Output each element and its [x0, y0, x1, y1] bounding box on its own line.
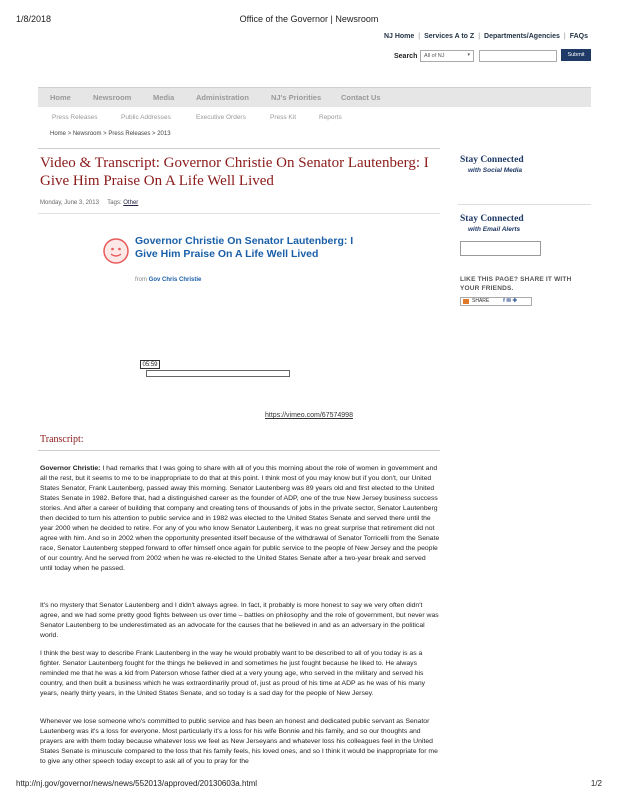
chevron-down-icon: ▾: [467, 52, 470, 58]
video-from: [135, 277, 201, 283]
video-duration: 05:59: [140, 360, 160, 369]
vimeo-link[interactable]: https://vimeo.com/67574998: [265, 412, 353, 419]
subnav-public-addresses[interactable]: Public Addresses: [121, 114, 171, 121]
print-page-number: 1/2: [590, 779, 602, 788]
top-link-services[interactable]: Services A to Z: [424, 33, 475, 40]
social-icons: f ✉ ✚: [503, 298, 518, 304]
nav-contact-us[interactable]: Contact Us: [341, 93, 381, 102]
print-page-title: Office of the Governor | Newsroom: [239, 14, 379, 24]
nav-media[interactable]: Media: [153, 93, 175, 102]
tag-link[interactable]: Other: [123, 200, 139, 206]
transcript-heading: Transcript:: [40, 434, 84, 445]
video-channel-link[interactable]: Gov Chris Christie: [148, 277, 202, 283]
email-subheading: with Email Alerts: [468, 226, 521, 233]
divider: [458, 204, 591, 205]
transcript-paragraph-3: I think the best way to describe Frank Lautenberg in the way he would probably want to be described to all of you today is as a fighter. Senator Lautenberg fought for the things he believed in and sometimes he just fought because he liked to. He always reminded me that he was a kid from Paterson whose father died at a very young age, who served in the military and served his country, and then built a business which he was extraordinarily proud of, just as proud of his time at ADP as he was of his many years, nearly thirty years, in the United States Senate, and so today is a sad day for the people of New Jersey.: [40, 650, 426, 698]
social-subheading: with Social Media: [468, 167, 523, 174]
print-url: http://nj.gov/governor/news/news/552013/approved/20130603a.html: [16, 779, 258, 788]
video-from-label: from: [135, 277, 147, 283]
nav-priorities[interactable]: NJ's Priorities: [271, 93, 322, 102]
search-scope-select[interactable]: [420, 50, 474, 62]
search-label: Search: [394, 53, 418, 60]
subnav-press-kit[interactable]: Press Kit: [270, 114, 297, 121]
search-submit-button[interactable]: Submit: [561, 49, 591, 61]
nav-administration[interactable]: Administration: [196, 93, 249, 102]
nav-home[interactable]: Home: [50, 93, 71, 102]
divider: [38, 148, 440, 149]
top-link-departments[interactable]: Departments/Agencies: [484, 33, 560, 40]
subnav-executive-orders[interactable]: Executive Orders: [196, 114, 246, 121]
top-link-nj-home[interactable]: NJ Home: [383, 33, 415, 40]
breadcrumb[interactable]: Home > Newsroom > Press Releases > 2013: [50, 131, 171, 137]
video-progress-bar[interactable]: [146, 370, 290, 377]
channel-avatar-icon: [103, 238, 129, 264]
divider: [38, 450, 440, 451]
article-title: Video & Transcript: Governor Christie On Senator Lautenberg: I Give Him Praise On A Life Well Lived: [40, 155, 429, 189]
like-share-text: LIKE THIS PAGE? SHARE IT WITH YOUR FRIENDS.: [460, 276, 572, 292]
transcript-paragraph-1: [40, 464, 440, 575]
top-links: NJ Home | Services A to Z | Departments/Agencies | FAQs: [383, 33, 588, 40]
search-input[interactable]: [479, 50, 557, 62]
email-heading: Stay Connected: [460, 214, 524, 224]
email-alert-input[interactable]: [460, 241, 541, 256]
top-link-faqs[interactable]: FAQs: [569, 33, 588, 40]
transcript-text-1: I had remarks that I was going to share with all of you this morning about the role of women in government and all the rest, but it seems to me to be inappropriate to do that at this point. I think most of you may know but if you don't, our United States Senator, Frank Lautenberg, passed away this morning. Senator Lautenberg was 89 years old and first elected to the United States Senate in 1982. Before that, had a distinguished career as the founder of ADP, one of the true New Jersey business success stories. And after a career of building that company and creating tens of thousands of jobs in the private sector, Senator Lautenberg then decided to turn his attention to public service and in 1982 was elected to the United States Senate and served there until the year 2000 when he decided to retire. For any of you who know Senator Lautenberg, it was no great surprise that retirement did not agree with him. And so in 2002 when the opportunity presented itself because of the withdrawal of Senator Torricelli from the Senate race, Senator Lautenberg stepped forward to offer himself once again for public service to the people of New Jersey and the people of our country. And he served from 2002 when he was re-elected to the United States Senate after a two-year break and served until today when he passed.: [40, 465, 440, 573]
transcript-paragraph-4: Whenever we lose someone who's committed to public service and has been an honest and dedicated public servant as Senator Lautenberg was it's a loss for everyone. Most particularly it's a loss for his wife Bonnie and his family, and so our thoughts and prayers are with them today because whatever loss we feel as New Jerseyans and whatever loss his colleagues feel in the United States Senate is minuscule compared to the loss that his family feels, his loved ones, and so I think it would be inappropriate for me to give any other speech today except to ask all of you to pray for the: [40, 718, 438, 766]
social-heading: Stay Connected: [460, 155, 524, 165]
share-label: SHARE: [472, 298, 490, 304]
divider: [38, 213, 440, 214]
search-scope-value: All of NJ: [424, 53, 445, 59]
tags-label: Tags:: [107, 200, 122, 206]
print-date: 1/8/2018: [16, 14, 52, 24]
share-button[interactable]: [460, 297, 532, 306]
share-icon: [463, 299, 469, 304]
transcript-paragraph-2: It's no mystery that Senator Lautenberg and I didn't always agree. In fact, it probably is more honest to say we very often didn't agree, and we had some pretty good fights between us over time – battles on philosophy and the role of government, but never was Senator Lautenberg to be underestimated as an advocate for the causes that he believed in and as an adversary in the political world.: [40, 602, 439, 640]
article-date: Monday, June 3, 2013: [40, 200, 99, 206]
main-nav: [38, 87, 591, 107]
speaker-label: Governor Christie:: [40, 465, 101, 472]
subnav-reports[interactable]: Reports: [319, 114, 342, 121]
nav-newsroom[interactable]: Newsroom: [93, 93, 132, 102]
subnav-press-releases[interactable]: Press Releases: [52, 114, 98, 121]
article-meta: [40, 200, 138, 206]
video-title[interactable]: Governor Christie On Senator Lautenberg: I Give Him Praise On A Life Well Lived: [135, 235, 354, 260]
